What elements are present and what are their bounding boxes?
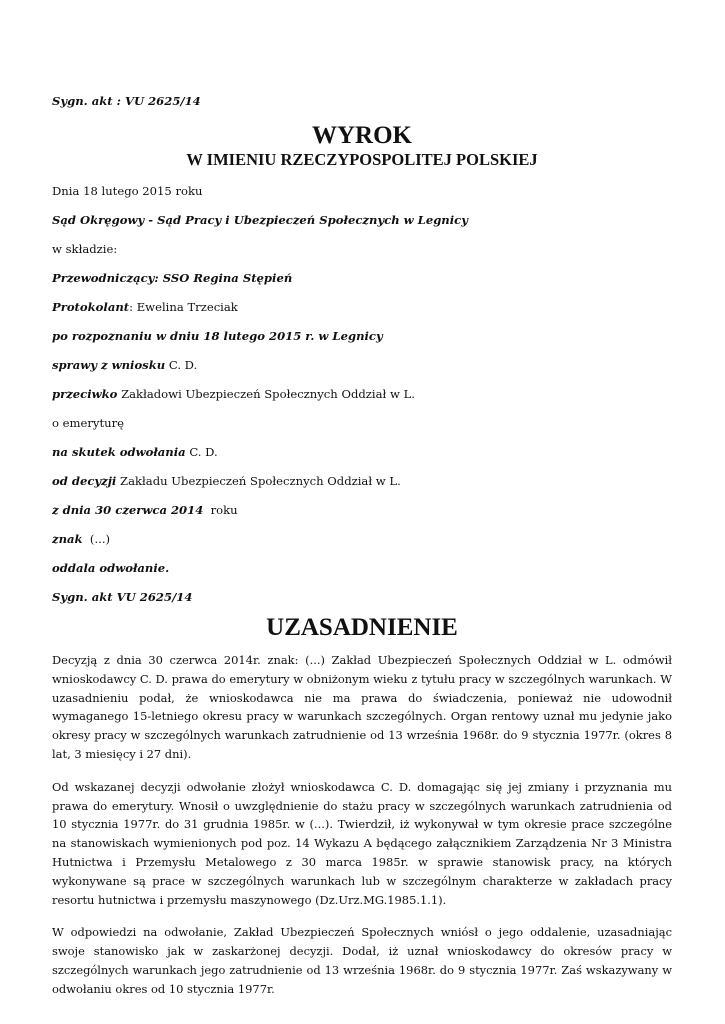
presiding-judge: Przewodniczący: SSO Regina Stępień	[52, 271, 293, 285]
motion-line	[52, 357, 672, 373]
case-signature-bottom: Sygn. akt VU 2625/14	[52, 590, 193, 604]
judgment-page	[52, 93, 672, 999]
motion-value: C. D.	[165, 358, 198, 372]
clerk-line	[52, 299, 672, 315]
sign-line	[52, 531, 672, 547]
justification-paragraph: Od wskazanej decyzji odwołanie złożył wnioskodawca C. D. domagając się jej zmiany i przyznania mu prawa do emerytury. Wnosił o uwzględnienie do stażu pracy w szczególnych warunkach zatrudnienia od 10 stycznia 1977r. do 31 grudnia 1985r. w (...). Twierdził, iż wykonywał w tym okresie prace szczególne na stanowiskach wymienionych pod poz. 14 Wykazu A będącego załącznikiem Zarządzenia Nr 3 Ministra Hutnictwa i Przemysłu Metalowego z 30 marca 1985r. w sprawie stanowisk pracy, na których wykonywane są prace w szczególnych warunkach lub w szczególnym charakterze w zakładach pracy resortu hutnictwa i przemysłu maszynowego (Dz.Urz.MG.1985.1.1).	[52, 779, 672, 907]
decision-date-line	[52, 502, 672, 518]
against-line	[52, 386, 672, 402]
against-value: Zakładowi Ubezpieczeń Społecznych Oddział w L.	[117, 387, 415, 401]
subject-line: o emeryturę	[52, 416, 125, 430]
case-signature-top: Sygn. akt : VU 2625/14	[52, 94, 201, 108]
court-name: Sąd Okręgowy - Sąd Pracy i Ubezpieczeń Społecznych w Legnicy	[52, 213, 468, 227]
decision-label: od decyzji	[52, 474, 117, 488]
decision-value: Zakładu Ubezpieczeń Społecznych Oddział w L.	[116, 474, 401, 488]
appeal-value: C. D.	[185, 445, 218, 459]
appeal-label: na skutek odwołania	[52, 445, 186, 459]
judgment-title: WYROK	[312, 122, 412, 149]
decision-date-label: z dnia 30 czerwca 2014	[52, 503, 204, 517]
justification-paragraph: Decyzją z dnia 30 czerwca 2014r. znak: (...) Zakład Ubezpieczeń Społecznych Oddział w L. odmówił wnioskodawcy C. D. prawa do emerytury w obniżonym wieku z tytułu pracy w szczególnych warunkach. W uzasadnieniu podał, że wnioskodawca nie ma prawa do świadczenia, ponieważ nie udowodnił wymaganego 15-letniego okresu pracy w warunkach szczególnych. Organ rentowy uznał mu jedynie jako okresy pracy w szczególnych warunkach zatrudnienie od 13 września 1968r. do 9 stycznia 1977r. (okres 8 lat, 3 miesięcy i 27 dni).	[52, 653, 672, 761]
composition-label: w składzie:	[52, 242, 118, 256]
motion-label: sprawy z wniosku	[52, 358, 166, 372]
clerk-name: : Ewelina Trzeciak	[129, 300, 238, 314]
justification-title: UZASADNIENIE	[266, 614, 458, 641]
against-label: przeciwko	[52, 387, 118, 401]
sign-label: znak	[52, 532, 83, 546]
justification-paragraph: W odpowiedzi na odwołanie, Zakład Ubezpieczeń Społecznych wniósł o jego oddalenie, uzasadniając swoje stanowisko jak w zaskarżonej decyzji. Dodał, iż uznał wnioskodawcy do okresów pracy w szczególnych warunkach jego zatrudnienie od 13 września 1968r. do 9 stycznia 1977r. Zaś wskazywany w odwołaniu okres od 10 stycznia 1977r.	[52, 925, 672, 996]
decision-date-value: roku	[203, 503, 238, 517]
clerk-label: Protokolant	[52, 300, 130, 314]
sign-value: (...)	[82, 532, 111, 546]
hearing-line: po rozpoznaniu w dniu 18 lutego 2015 r. w Legnicy	[52, 329, 383, 343]
judgment-date: Dnia 18 lutego 2015 roku	[52, 184, 203, 198]
appeal-line	[52, 444, 672, 460]
decision-line	[52, 473, 672, 489]
judgment-subtitle: W IMIENIU RZECZYPOSPOLITEJ POLSKIEJ	[186, 150, 538, 169]
ruling: oddala odwołanie.	[52, 561, 170, 575]
